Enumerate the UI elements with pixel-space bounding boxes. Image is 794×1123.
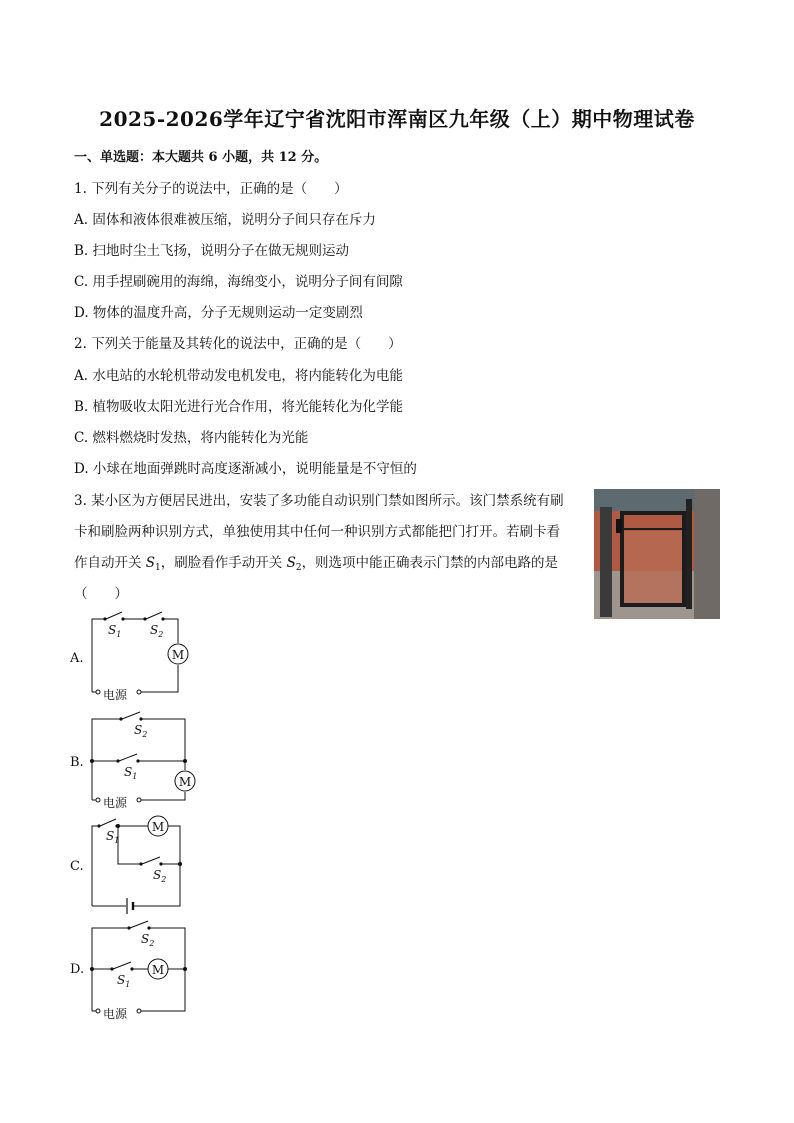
c-s1-label: $S_1$ [106,829,120,845]
q1-option-b: B. 扫地时尘土飞扬，说明分子在做无规则运动 [74,243,350,259]
q1-stem: 1. 下列有关分子的说法中，正确的是（ ） [74,181,348,197]
q2-stem: 2. 下列关于能量及其转化的说法中，正确的是（ ） [74,336,402,352]
c-s2-label: $S_2$ [153,868,167,884]
q2-option-c: C. 燃料燃烧时发热，将内能转化为光能 [74,430,309,446]
d-power-label: 电源 [103,1007,128,1021]
q2-option-d: D. 小球在地面弹跳时高度逐渐减小，说明能量是不守恒的 [74,461,417,477]
q3-stem-line-4: （ ） [74,586,128,602]
c-motor-symbol: M [151,820,165,834]
d-s1-label: $S_1$ [117,973,131,989]
a-power-label: 电源 [103,688,128,702]
q1-option-d: D. 物体的温度升高，分子无规则运动一定变剧烈 [74,305,363,321]
q1-option-c: C. 用手捏刷碗用的海绵，海绵变小，说明分子间有间隙 [74,274,403,290]
q1-option-a: A. 固体和液体很难被压缩，说明分子间只存在斥力 [74,212,376,228]
b-power-label: 电源 [103,796,128,810]
option-c-label: C. [70,859,84,874]
d-motor-symbol: M [151,963,165,977]
q3-stem-line-1: 3. 某小区为方便居民进出，安装了多功能自动识别门禁如图所示。该门禁系统有刷 [74,493,564,509]
a-s2-label: $S_2$ [150,623,164,639]
option-a-label: A. [70,651,84,666]
option-b-label: B. [70,755,84,770]
option-d-label: D. [70,962,85,977]
b-s2-label: $S_2$ [134,723,148,739]
q2-option-a: A. 水电站的水轮机带动发电机发电，将内能转化为电能 [74,368,403,384]
b-motor-symbol: M [178,775,192,789]
s2-symbol: $S_2$ [286,555,302,573]
a-motor-symbol: M [171,648,185,662]
page-title: 2025-2026学年辽宁省沈阳市浑南区九年级（上）期中物理试卷 [99,107,695,131]
d-s2-label: $S_2$ [141,932,155,948]
a-s1-label: $S_1$ [108,623,122,639]
q3-stem-line-3: 作自动开关 $S_1$，刷脸看作手动开关 $S_2$，则选项中能正确表示门禁的内部电路的是 [74,555,559,573]
section-heading: 一、单选题：本大题共 6 小题，共 12 分。 [74,150,328,165]
q2-option-b: B. 植物吸收太阳光进行光合作用，将光能转化为化学能 [74,399,404,415]
b-s1-label: $S_1$ [124,765,138,781]
q3-stem-line-2: 卡和刷脸两种识别方式，单独使用其中任何一种识别方式都能把门打开。若刷卡看 [74,524,560,540]
s1-symbol: $S_1$ [145,555,161,573]
